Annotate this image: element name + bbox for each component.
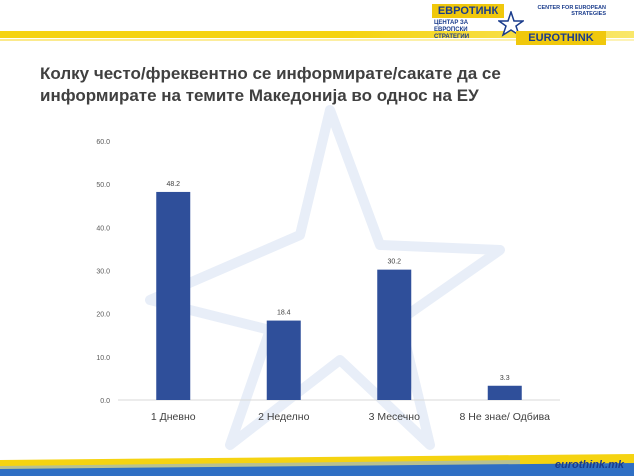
logo-latin: EUROTHINK [516,31,606,45]
logo-latin-subtitle: CENTER FOR EUROPEAN STRATEGIES [537,5,606,17]
footer-stripe [0,452,634,476]
bar-value-label: 48.2 [166,180,181,188]
logo-cyrillic: ЕВРОТИНК [432,4,504,18]
value-labels [166,181,509,382]
x-tick-label: 8 Не знае/ Одбива [459,411,550,423]
bar-value-label: 3.3 [499,374,510,382]
y-axis [96,139,110,405]
y-tick-label: 20.0 [96,311,110,319]
bar [377,270,411,400]
y-tick-label: 50.0 [96,182,110,190]
x-tick-label: 3 Месечно [368,411,420,423]
x-axis [151,411,550,423]
logo-cyrillic-subtitle: ЦЕНТАР ЗА ЕВРОПСКИ СТРАТЕГИИ [434,20,470,40]
y-tick-label: 40.0 [96,225,110,233]
y-tick-label: 10.0 [96,354,110,362]
bar-value-label: 30.2 [387,258,402,266]
bar [156,192,190,400]
y-tick-label: 60.0 [96,139,110,146]
bar [488,386,522,400]
bars [156,192,522,400]
chart-title: Колку често/фреквентно се информирате/сакате да се информирате на темите Македонија во однос на ЕУ [40,64,501,105]
bar [267,321,301,400]
y-tick-label: 30.0 [96,268,110,276]
x-tick-label: 2 Неделно [258,411,310,423]
bar-value-label: 18.4 [276,309,291,317]
footer-website-link[interactable]: eurothink.mk [554,459,624,471]
x-tick-label: 1 Дневно [150,411,196,423]
y-tick-label: 0.0 [100,398,110,405]
